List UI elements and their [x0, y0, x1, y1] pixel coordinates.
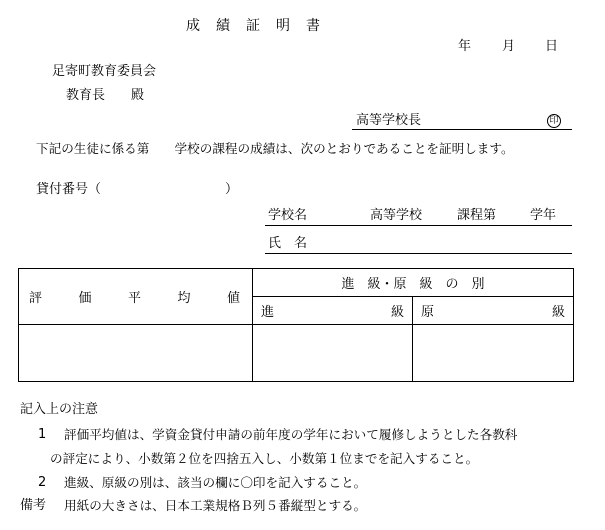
student-name-label: 氏 名: [268, 236, 308, 251]
promotion-header-cell: [253, 297, 413, 325]
date-day: 日: [545, 39, 559, 54]
school-underline: [265, 225, 572, 226]
distinction-header: 進 級・原 級 の 別: [341, 277, 485, 292]
loan-number-close: ）: [225, 182, 239, 197]
principal-seal: 印: [547, 114, 561, 128]
avg-char-1: 評: [29, 291, 43, 306]
school-name-label: 学校名: [268, 208, 308, 223]
principal-label: 高等学校長: [356, 113, 422, 128]
note-1-line-2: の評定により、小数第２位を四捨五入し、小数第１位までを記入すること。: [50, 451, 479, 466]
retention-char-1: 原: [421, 305, 435, 320]
avg-char-5: 値: [226, 291, 240, 306]
avg-char-4: 均: [177, 291, 191, 306]
retention-header-cell: [413, 297, 574, 325]
avg-char-3: 平: [127, 291, 141, 306]
note-1-line-1: 評価平均値は、学資金貸付申請の前年度の学年において履修しようとした各教科: [64, 427, 518, 442]
course-label: 課程第: [457, 208, 497, 223]
average-value-cell[interactable]: [19, 325, 253, 382]
recipient-org: 足寄町教育委員会: [52, 64, 157, 79]
principal-underline: [352, 129, 572, 130]
retention-value-cell[interactable]: [413, 325, 574, 382]
remark-text: 用紙の大きさは、日本工業規格Ｂ列５番縦型とする。: [64, 498, 367, 513]
date-month: 月: [502, 39, 516, 54]
note-2-line-1: 進級、原級の別は、該当の欄に〇印を記入すること。: [64, 475, 367, 490]
note-2-number: 2: [38, 475, 47, 490]
date-year: 年: [458, 39, 472, 54]
promotion-char-2: 級: [390, 305, 404, 320]
name-underline: [265, 253, 572, 254]
high-school-label: 高等学校: [370, 208, 423, 223]
grades-table: [18, 268, 574, 382]
promotion-value-cell[interactable]: [253, 325, 413, 382]
retention-char-2: 級: [551, 305, 565, 320]
document-title: 成 績 証 明 書: [186, 18, 321, 34]
average-header-cell: [19, 269, 253, 325]
notes-heading: 記入上の注意: [20, 402, 99, 417]
loan-number-label: 貸付番号（: [36, 182, 102, 197]
recipient-name: 教育長 殿: [66, 88, 145, 103]
grade-label: 学年: [530, 208, 557, 223]
certify-text: 下記の生徒に係る第 学校の課程の成績は、次のとおりであることを証明します。: [36, 141, 514, 156]
distinction-header-cell: [253, 269, 574, 297]
note-1-number: 1: [38, 427, 47, 442]
avg-char-2: 価: [78, 291, 92, 306]
promotion-char-1: 進: [261, 305, 275, 320]
remark-label: 備考: [20, 498, 47, 513]
